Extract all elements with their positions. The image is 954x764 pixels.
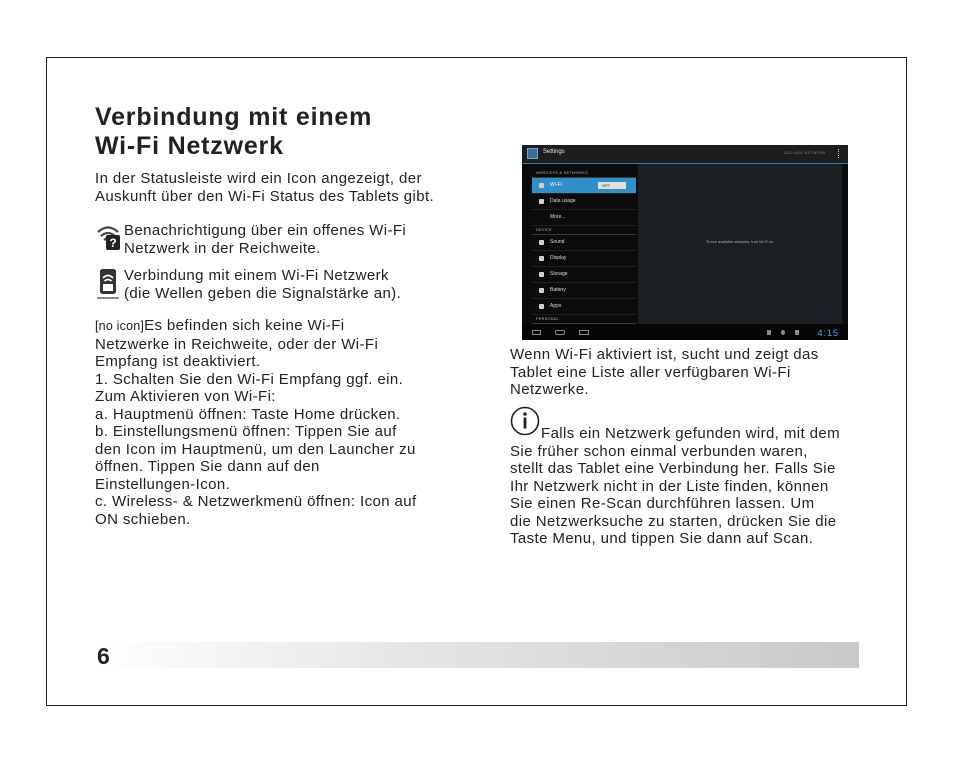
settings-list — [532, 169, 636, 321]
settings-item-wifi — [532, 178, 636, 194]
settings-item-more — [532, 210, 636, 226]
status-clock: 4:15 — [817, 328, 839, 338]
connected-description — [124, 267, 401, 302]
right2-line-3: stellt das Tablet eine Verbindung her. Falls Sie — [510, 460, 836, 477]
apps-icon — [539, 304, 544, 309]
wifi-status-icon — [781, 330, 785, 335]
settings-item-apps — [532, 299, 636, 315]
add-network-buttons: ADD ADD NETWORK — [784, 151, 826, 155]
tablet-screenshot — [522, 145, 848, 340]
back-icon — [532, 330, 541, 335]
intro-paragraph — [95, 170, 434, 205]
home-icon — [555, 330, 565, 335]
svg-text:?: ? — [109, 236, 117, 250]
right2-line-5: Sie einen Re-Scan durchführen lassen. Um — [510, 495, 815, 512]
right2-line-4: Ihr Netzwerk nicht in der Liste finden, können — [510, 477, 829, 495]
title-line-2: Wi-Fi Netzwerk — [95, 132, 284, 160]
right-paragraph-1 — [510, 346, 819, 399]
display-icon — [539, 256, 544, 261]
storage-label: Storage — [550, 271, 568, 277]
settings-item-sound — [532, 235, 636, 251]
no-icon-placeholder: [no icon] — [95, 319, 145, 333]
intro-line-2: Auskunft über den Wi-Fi Status des Tablets gibt. — [95, 187, 435, 205]
right2-line-2: Sie früher schon einmal verbunden waren, — [510, 442, 808, 460]
recent-apps-icon — [579, 330, 589, 335]
sound-label: Sound — [550, 239, 565, 245]
display-label: Display — [550, 255, 567, 261]
settings-title: Settings — [543, 149, 565, 155]
right1-line-3: Netzwerke. — [510, 381, 590, 398]
page-title — [95, 103, 372, 161]
right2-line-6: die Netzwerksuche zu starten, drücken Sie die — [510, 512, 837, 530]
left-line-0-text: Es befinden sich keine Wi-Fi — [144, 317, 345, 334]
left-line-5: a. Hauptmenü öffnen: Taste Home drücken. — [95, 405, 401, 423]
battery-label: Battery — [550, 287, 566, 293]
icon-item-connected — [95, 267, 401, 302]
icon-item-open-network — [95, 222, 406, 257]
left-line-7: den Icon im Hauptmenü, um den Launcher zu — [95, 440, 416, 458]
left-line-1: Netzwerke in Reichweite, oder der Wi-Fi — [95, 335, 379, 353]
apps-label: Apps — [550, 303, 562, 309]
section-personal: PERSONAL — [532, 315, 636, 324]
title-line-1: Verbindung mit einem — [95, 103, 373, 131]
left-line-9: Einstellungen-Icon. — [95, 475, 231, 493]
left-line-11: ON schieben. — [95, 510, 191, 528]
left-line-4: Zum Aktivieren von Wi-Fi: — [95, 388, 276, 405]
wifi-icon — [539, 183, 544, 188]
more-label: More... — [550, 214, 566, 220]
open-network-line-1: Benachrichtigung über ein offenes Wi-Fi — [124, 222, 407, 239]
sound-icon — [539, 240, 544, 245]
storage-icon — [539, 272, 544, 277]
wifi-off-message: To see available networks, turn Wi-Fi on. — [705, 240, 775, 244]
settings-item-battery — [532, 283, 636, 299]
overflow-menu-icon — [838, 149, 841, 158]
right1-line-1: Wenn Wi-Fi aktiviert ist, sucht und zeigt das — [510, 346, 819, 363]
wifi-open-network-icon — [95, 222, 122, 256]
intro-line-1: In der Statusleiste wird ein Icon angezeigt, der — [95, 170, 422, 187]
settings-item-display — [532, 251, 636, 267]
right1-line-2: Tablet eine Liste aller verfügbaren Wi-Fi — [510, 363, 791, 381]
settings-item-data-usage — [532, 194, 636, 210]
footer-bar — [95, 642, 859, 668]
left-line-2: Empfang ist deaktiviert. — [95, 353, 261, 370]
battery-icon — [539, 288, 544, 293]
settings-action-bar — [522, 145, 848, 164]
usb-status-icon — [767, 330, 771, 335]
section-wireless: WIRELESS & NETWORKS — [532, 169, 636, 178]
battery-status-icon — [795, 330, 799, 335]
wifi-label: Wi-Fi — [550, 182, 562, 188]
page-number: 6 — [97, 643, 110, 669]
data-usage-icon — [539, 199, 544, 204]
settings-item-storage — [532, 267, 636, 283]
right-paragraph-2 — [510, 425, 840, 548]
left-body-text — [95, 317, 417, 528]
left-line-8: öffnen. Tippen Sie dann auf den — [95, 458, 320, 475]
wifi-toggle: OFF — [598, 182, 626, 189]
left-line-0 — [95, 317, 417, 336]
left-line-3: 1. Schalten Sie den Wi-Fi Empfang ggf. ein. — [95, 370, 404, 388]
left-line-10: c. Wireless- & Netzwerkmenü öffnen: Icon auf — [95, 493, 417, 510]
data-usage-label: Data usage — [550, 198, 576, 204]
section-device: DEVICE — [532, 226, 636, 235]
right2-line-7: Taste Menu, und tippen Sie dann auf Scan. — [510, 530, 814, 547]
left-line-6: b. Einstellungsmenü öffnen: Tippen Sie auf — [95, 423, 397, 440]
right2-line-1: Falls ein Netzwerk gefunden wird, mit dem — [541, 425, 841, 442]
settings-app-icon — [527, 148, 538, 159]
system-navigation-bar — [522, 325, 848, 340]
wifi-detail-panel — [638, 164, 842, 324]
open-network-line-2: Netzwerk in der Reichweite. — [124, 239, 321, 257]
connected-line-2: (die Wellen geben die Signalstärke an). — [124, 284, 402, 302]
wifi-connected-icon — [95, 267, 122, 301]
connected-line-1: Verbindung mit einem Wi-Fi Netzwerk — [124, 267, 389, 284]
open-network-description — [124, 222, 406, 257]
